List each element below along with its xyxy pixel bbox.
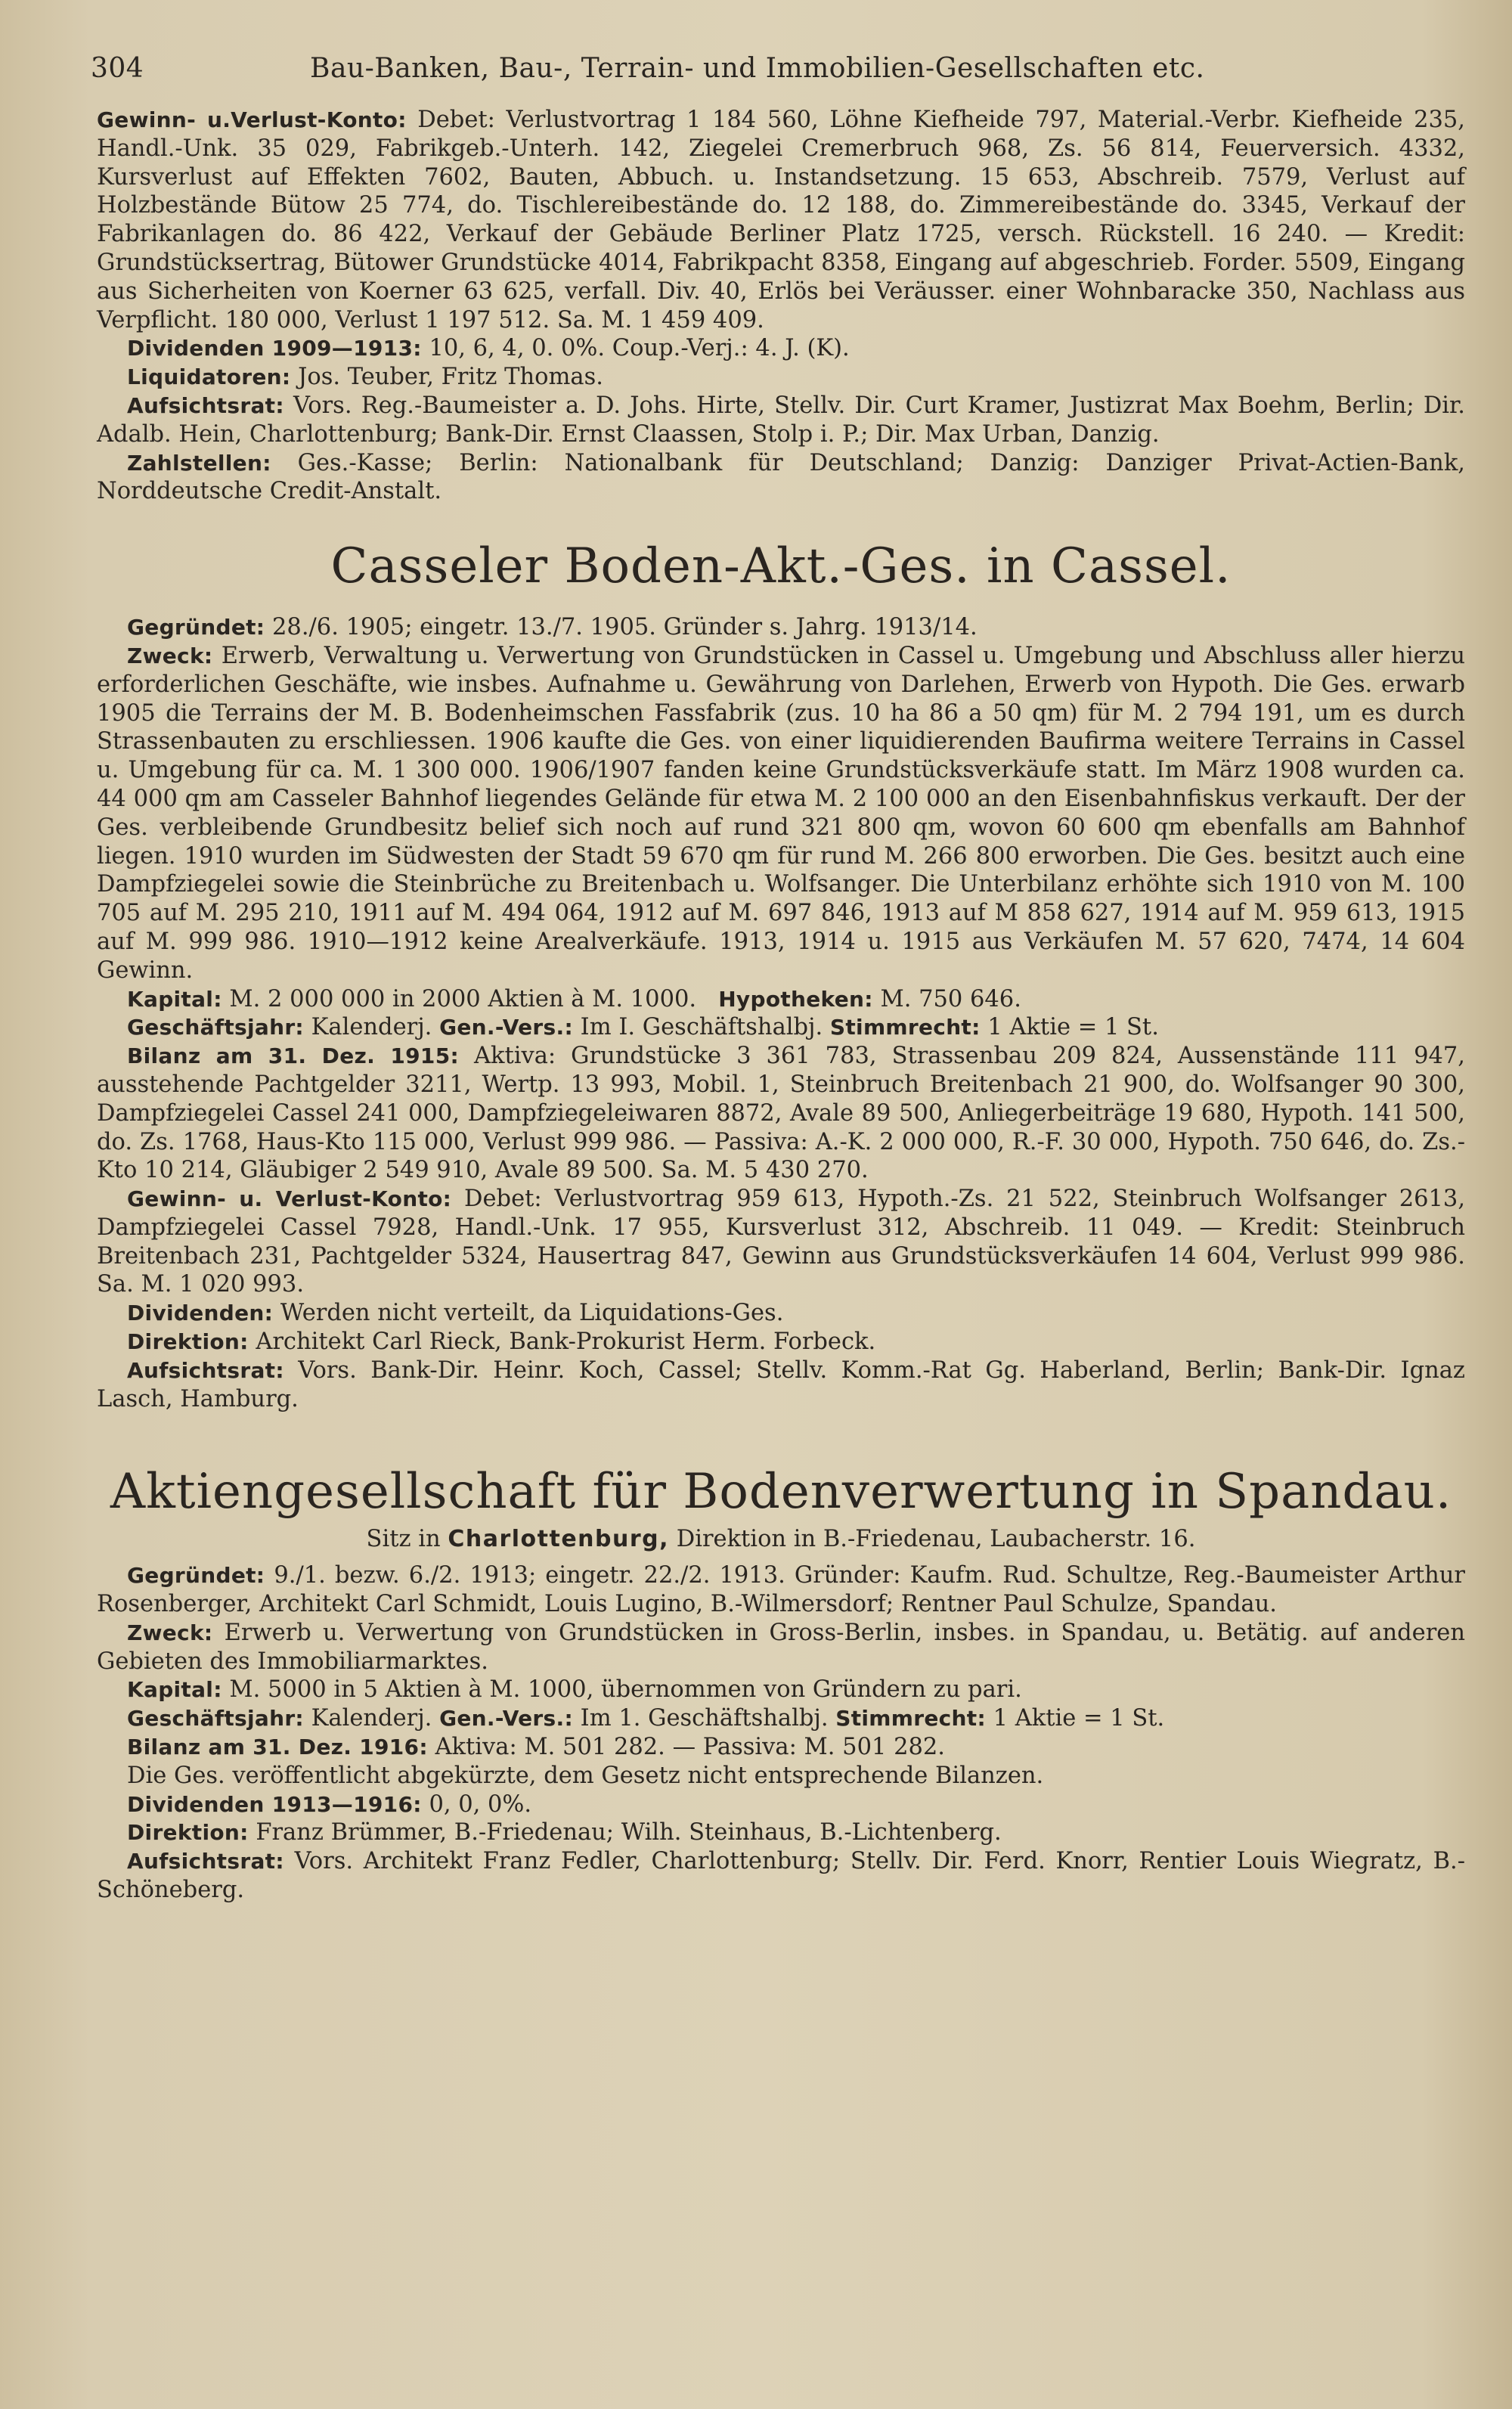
label: Kapital: bbox=[127, 986, 222, 1012]
label: Geschäftsjahr: bbox=[127, 1015, 304, 1040]
label: Hypotheken: bbox=[718, 986, 873, 1012]
fiscal-year-text: Kalenderj. bbox=[311, 1705, 432, 1732]
general-meeting-text: Im I. Geschäftshalbj. bbox=[580, 1014, 823, 1041]
label: Geschäftsjahr: bbox=[127, 1706, 304, 1732]
label: Gegründet: bbox=[127, 615, 265, 640]
supervisory-board-paragraph bbox=[97, 392, 1465, 449]
label: Bilanz am 31. Dez. 1915: bbox=[127, 1043, 459, 1069]
supervisory-board-paragraph bbox=[97, 1847, 1465, 1905]
supervisory-board-text: Vors. Bank-Dir. Heinr. Koch, Cassel; Stellv. Komm.-Rat Gg. Haberland, Berlin; Bank-Dir. Ignaz Lasch, Hamburg. bbox=[97, 1356, 1465, 1412]
label: Aufsichtsrat: bbox=[127, 1849, 284, 1874]
dividends-text: 0, 0, 0%. bbox=[429, 1790, 532, 1818]
label: Zahlstellen: bbox=[127, 450, 271, 476]
board-paragraph bbox=[97, 1328, 1465, 1356]
founded-paragraph bbox=[97, 1561, 1465, 1619]
dividends-paragraph bbox=[97, 1299, 1465, 1328]
mortgages-text: M. 750 646. bbox=[880, 985, 1021, 1012]
balance-paragraph bbox=[97, 1733, 1465, 1762]
page-number: 304 bbox=[91, 53, 144, 84]
dividends-text: Werden nicht verteilt, da Liquidations-Ges. bbox=[280, 1300, 784, 1327]
balance-note: Die Ges. veröffentlicht abgekürzte, dem Gesetz nicht entsprechende Bilanzen. bbox=[127, 1762, 1044, 1789]
supervisory-board-text: Vors. Reg.-Baumeister a. D. Johs. Hirte, Stellv. Dir. Curt Kramer, Justizrat Max Boehm, Berlin; Dir. Adalb. Hein, Charlottenburg; Bank-Dir. Ernst Claassen, Stolp i. P.; Dir. Max Urban, Danzig. bbox=[97, 392, 1465, 448]
dividends-paragraph bbox=[97, 334, 1465, 363]
label: Gen.-Vers.: bbox=[439, 1015, 573, 1040]
capital-paragraph bbox=[97, 985, 1465, 1014]
balance-text: Aktiva: M. 501 282. — Passiva: M. 501 282. bbox=[435, 1734, 945, 1761]
profit-loss-paragraph bbox=[97, 106, 1465, 334]
balance-text: Aktiva: Grundstücke 3 361 783, Strassenbau 209 824, Aussenstände 111 947, ausstehende Pachtgelder 3211, Wertp. 13 993, Mobil. 1, Steinbruch Breitenbach 21 900, do. Wolfsanger 90 300, Dampfziegelei Cassel 241 000, Dampfziegeleiwaren 8872, Avale 89 500, Anliegerbeiträge 19 680, Hypoth. 141 500, do. Zs. 1768, Haus-Kto 115 000, Verlust 999 986. — Passiva: A.-K. 2 000 000, R.-F. 30 000, Hypoth. 750 646, do. Zs.-Kto 10 214, Gläubiger 2 549 910, Avale 89 500. Sa. M. 5 430 270. bbox=[97, 1043, 1465, 1184]
dividends-paragraph bbox=[97, 1790, 1465, 1819]
purpose-text: Erwerb u. Verwertung von Grundstücken in Gross-Berlin, insbes. in Spandau, u. Betätig. auf anderen Gebieten des Immobiliarmarktes. bbox=[97, 1619, 1465, 1675]
seat-direction: Direktion in B.-Friedenau, Laubacherstr. 16. bbox=[676, 1526, 1196, 1553]
seat-prefix: Sitz in bbox=[366, 1526, 441, 1553]
paying-agents-paragraph bbox=[97, 449, 1465, 507]
fiscal-year-paragraph bbox=[97, 1704, 1465, 1733]
founded-text: 28./6. 1905; eingetr. 13./7. 1905. Gründer s. Jahrg. 1913/14. bbox=[272, 614, 978, 641]
board-paragraph bbox=[97, 1818, 1465, 1847]
board-text: Architekt Carl Rieck, Bank-Prokurist Herm. Forbeck. bbox=[256, 1329, 876, 1356]
label: Stimmrecht: bbox=[835, 1706, 986, 1732]
label: Dividenden 1909—1913: bbox=[127, 336, 422, 361]
supervisory-board-paragraph bbox=[97, 1356, 1465, 1414]
page-body bbox=[97, 106, 1465, 1905]
fiscal-year-paragraph bbox=[97, 1013, 1465, 1042]
profit-loss-paragraph bbox=[97, 1185, 1465, 1299]
company-title: Casseler Boden-Akt.-Ges. in Cassel. bbox=[330, 538, 1232, 595]
purpose-paragraph bbox=[97, 1619, 1465, 1676]
label: Liquidatoren: bbox=[127, 364, 291, 390]
supervisory-board-text: Vors. Architekt Franz Fedler, Charlottenburg; Stellv. Dir. Ferd. Knorr, Rentier Louis Wiegratz, B.-Schöneberg. bbox=[97, 1848, 1465, 1904]
voting-right-text: 1 Aktie = 1 St. bbox=[987, 1014, 1159, 1041]
label: Kapital: bbox=[127, 1677, 222, 1703]
label: Direktion: bbox=[127, 1329, 249, 1355]
label: Bilanz am 31. Dez. 1916: bbox=[127, 1735, 428, 1760]
label: Aufsichtsrat: bbox=[127, 1357, 284, 1383]
purpose-paragraph bbox=[97, 642, 1465, 985]
label: Gegründet: bbox=[127, 1563, 265, 1589]
label: Aufsichtsrat: bbox=[127, 392, 284, 418]
label: Gewinn- u. Verlust-Konto: bbox=[127, 1186, 452, 1212]
liquidators-text: Jos. Teuber, Fritz Thomas. bbox=[298, 364, 603, 391]
company-title: Aktiengesellschaft für Bodenverwertung in Spandau. bbox=[110, 1464, 1452, 1521]
label: Gen.-Vers.: bbox=[439, 1706, 573, 1732]
paying-agents-text: Ges.-Kasse; Berlin: Nationalbank für Deutschland; Danzig: Danziger Privat-Actien-Bank, Norddeutsche Credit-Anstalt. bbox=[97, 449, 1465, 505]
voting-right-text: 1 Aktie = 1 St. bbox=[993, 1705, 1165, 1732]
label: Stimmrecht: bbox=[829, 1015, 981, 1040]
dividends-text: 10, 6, 4, 0. 0%. Coup.-Verj.: 4. J. (K). bbox=[429, 335, 850, 362]
label: Dividenden 1913—1916: bbox=[127, 1791, 422, 1817]
fiscal-year-text: Kalenderj. bbox=[311, 1014, 432, 1041]
running-title: Bau-Banken, Bau-, Terrain- und Immobilien-Gesellschaften etc. bbox=[310, 53, 1205, 84]
profit-loss-text: Debet: Verlustvortrag 1 184 560, Löhne Kiefheide 797, Material.-Verbr. Kiefheide 235, Handl.-Unk. 35 029, Fabrikgeb.-Unterh. 142, Ziegelei Cremerbruch 968, Zs. 56 814, Feuerversich. 4332, Kursverlust auf Effekten 7602, Bauten, Abbuch. u. Instandsetzung. 15 653, Abschreib. 7579, Verlust auf Holzbestände Bütow 25 774, do. Tischlereibestände do. 12 188, do. Zimmereibestände do. 3345, Verkauf der Fabrikanlagen do. 86 422, Verkauf der Gebäude Berliner Platz 1725, versch. Rückstell. 16 240. — Kredit: Grundstücksertrag, Bütower Grundstücke 4014, Fabrikpacht 8358, Eingang auf abgeschrieb. Forder. 5509, Eingang aus Sicherheiten von Koerner 63 625, verfall. Div. 40, Erlös bei Veräusser. einer Wohnbaracke 350, Nachlass aus Verpflicht. 180 000, Verlust 1 197 512. Sa. M. 1 459 409. bbox=[97, 107, 1465, 333]
label: Direktion: bbox=[127, 1820, 249, 1846]
label: Zweck: bbox=[127, 643, 213, 668]
profit-loss-text: Debet: Verlustvortrag 959 613, Hypoth.-Zs. 21 522, Steinbruch Wolfsanger 2613, Dampfziegelei Cassel 7928, Handl.-Unk. 17 955, Kursverlust 312, Abschreib. 11 049. — Kredit: Steinbruch Breitenbach 231, Pachtgelder 5324, Hausertrag 847, Gewinn aus Grundstücksverkäufen 14 604, Verlust 999 986. Sa. M. 1 020 993. bbox=[97, 1186, 1466, 1298]
board-text: Franz Brümmer, B.-Friedenau; Wilh. Steinhaus, B.-Lichtenberg. bbox=[256, 1819, 1002, 1846]
label: Gewinn- u.Verlust-Konto: bbox=[97, 107, 407, 132]
capital-text: M. 5000 in 5 Aktien à M. 1000, übernommen von Gründern zu pari. bbox=[229, 1676, 1022, 1704]
purpose-text: Erwerb, Verwaltung u. Verwertung von Grundstücken in Cassel u. Umgebung und Abschluss aller hierzu erforderlichen Geschäfte, wie insbes. Aufnahme u. Gewährung von Darlehen, Erwerb von Hypoth. Die Ges. erwarb 1905 die Terrains der M. B. Bodenheimschen Fassfabrik (zus. 10 ha 86 a 50 qm) für M. 2 794 191, um es durch Strassenbauten zu erschliessen. 1906 kaufte die Ges. von einer liquidierenden Baufirma weitere Terrains in Cassel u. Umgebung für ca. M. 1 300 000. 1906/1907 fanden keine Grundstücksverkäufe statt. Im März 1908 wurden ca. 44 000 qm am Casseler Bahnhof liegendes Gelände für etwa M. 2 100 000 an den Eisenbahnfiskus verkauft. Der der Ges. verbleibende Grundbesitz belief sich noch auf rund 321 800 qm, wovon 60 600 qm ebenfalls am Bahnhof liegen. 1910 wurden im Südwesten der Stadt 59 670 qm für rund M. 266 800 erworben. Die Ges. besitzt auch eine Dampfziegelei sowie die Steinbrüche zu Breitenbach u. Wolfsanger. Die Unterbilanz erhöhte sich 1910 von M. 100 705 auf M. 295 210, 1911 auf M. 494 064, 1912 auf M. 697 846, 1913 auf M 858 627, 1914 auf M. 959 613, 1915 auf M. 999 986. 1910—1912 keine Arealverkäufe. 1913, 1914 u. 1915 aus Verkäufen M. 57 620, 7474, 14 604 Gewinn. bbox=[97, 642, 1465, 984]
general-meeting-text: Im 1. Geschäftshalbj. bbox=[580, 1705, 829, 1732]
seat-city: Charlottenburg, bbox=[448, 1526, 670, 1553]
capital-paragraph bbox=[97, 1676, 1465, 1704]
founded-text: 9./1. bezw. 6./2. 1913; eingetr. 22./2. 1913. Gründer: Kaufm. Rud. Schultze, Reg.-Baumeister Arthur Rosenberger, Architekt Carl Schmidt, Louis Lugino, B.-Wilmersdorf; Rentner Paul Schulze, Spandau. bbox=[97, 1562, 1465, 1618]
founded-paragraph bbox=[97, 613, 1465, 642]
balance-paragraph bbox=[97, 1042, 1465, 1185]
label: Dividenden: bbox=[127, 1301, 274, 1326]
company-seat bbox=[97, 1525, 1465, 1554]
capital-text: M. 2 000 000 in 2000 Aktien à M. 1000. bbox=[229, 985, 697, 1012]
liquidators-paragraph bbox=[97, 363, 1465, 392]
label: Zweck: bbox=[127, 1620, 213, 1645]
